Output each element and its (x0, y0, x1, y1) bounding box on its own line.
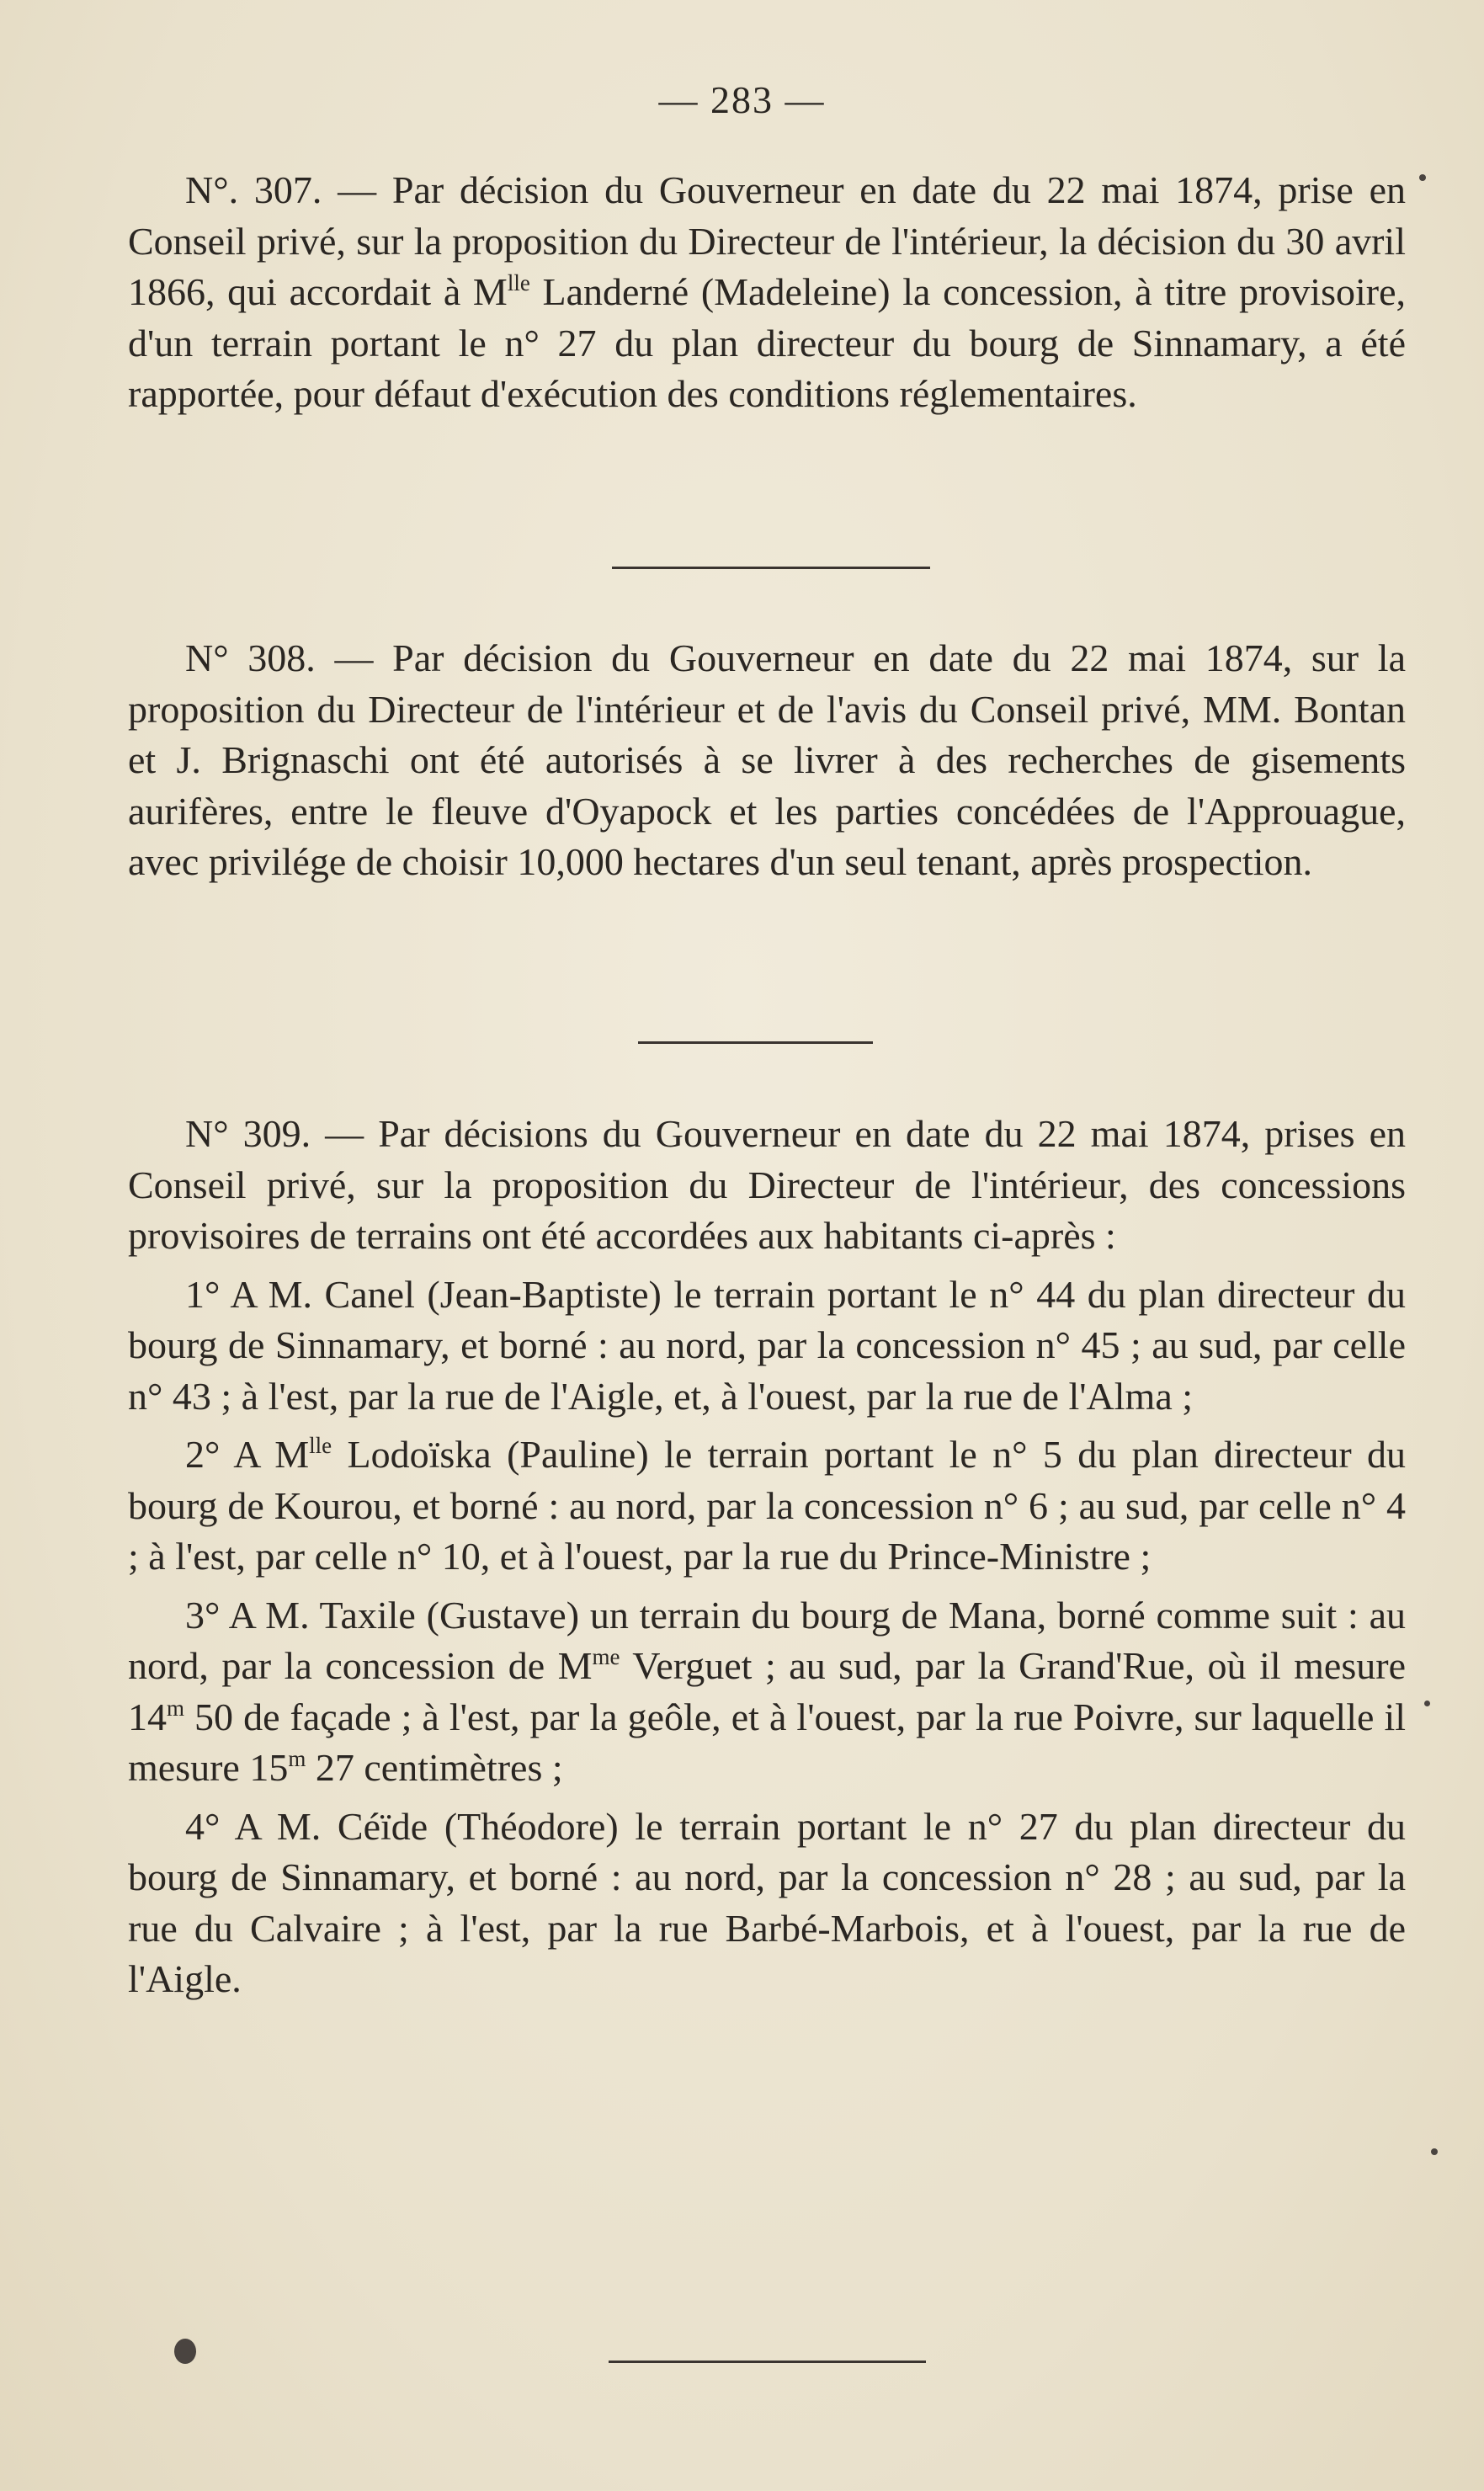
entry-308 (128, 633, 1406, 888)
superscript-abbreviation: lle (507, 270, 530, 295)
ink-speck-mark (1419, 174, 1426, 181)
entry-307 (128, 165, 1406, 420)
ink-speck-mark (1424, 1701, 1430, 1706)
ink-blot-mark (174, 2339, 196, 2364)
page-number: — 283 — (658, 78, 826, 121)
entry-309-item-4: 4° A M. Céïde (Théodore) le terrain portant le n° 27 du plan directeur du bourg de Sinnamary, et borné : au nord, par la concession n° 28 ; au sud, par la rue du Calvaire ; à l'est, par la rue Barbé-Marbois, et à l'ouest, par la rue de l'Aigle. (128, 1804, 1406, 2000)
entry-309-intro: N° 309. — Par décisions du Gouverneur en date du 22 mai 1874, prises en Conseil privé, sur la proposition du Directeur de l'intérieur, des concessions provisoires de terrains ont été accordées aux habitants ci-après : (128, 1112, 1406, 1257)
separator-rule (609, 2361, 926, 2363)
entry-308-text: N° 308. — Par décision du Gouverneur en date du 22 mai 1874, sur la proposition du Directeur de l'intérieur et de l'avis du Conseil privé, MM. Bontan et J. Brignaschi ont été autorisés à se livrer à des recherches de gisements aurifères, entre le fleuve d'Oyapock et les parties concédées de l'Approuague, avec privilége de choisir 10,000 hectares d'un seul tenant, après prospection. (128, 636, 1406, 883)
entry-309 (128, 1109, 1406, 2005)
separator-rule (612, 567, 930, 569)
superscript-abbreviation: m (288, 1746, 306, 1771)
superscript-abbreviation: me (592, 1644, 620, 1669)
entry-309-item-1: 1° A M. Canel (Jean-Baptiste) le terrain portant le n° 44 du plan directeur du bourg de Sinnamary, et borné : au nord, par la concession n° 45 ; au sud, par celle n° 43 ; à l'est, par la rue de l'Aigle, et, à l'ouest, par la rue de l'Alma ; (128, 1272, 1406, 1418)
entry-309-item-3: 3° A M. Taxile (Gustave) un terrain du bourg de Mana, borné comme suit : au nord, par la concession de $M^{me}$ Verguet ; au sud, par la Grand'Rue, où il mesure 14$^m$ 50 de façade ; à l'est, par la geôle, et à l'ouest, par la rue Poivre, sur laquelle il mesure 15$^m$ 27 centimètres ; (128, 1593, 1406, 1789)
entry-307-text: N°. 307. — Par décision du Gouverneur en date du 22 mai 1874, prise en Conseil privé, sur la proposition du Directeur de l'intérieur, la décision du 30 avril 1866, qui accordait à $M^{lle}$ Landerné (Madeleine) la concession, à titre provisoire, d'un terrain portant le n° 27 du plan directeur du bourg de Sinnamary, a été rapportée, pour défaut d'exécution des conditions réglementaires. (128, 168, 1406, 415)
superscript-abbreviation: m (167, 1695, 185, 1721)
separator-rule (638, 1041, 873, 1044)
superscript-abbreviation: lle (309, 1433, 332, 1458)
ink-speck-mark (1431, 2148, 1438, 2155)
entry-309-item-2: 2° A $M^{lle}$ Lodoïska (Pauline) le terrain portant le n° 5 du plan directeur du bourg de Kourou, et borné : au nord, par la concession n° 6 ; au sud, par celle n° 4 ; à l'est, par celle n° 10, et à l'ouest, par la rue du Prince-Ministre ; (128, 1433, 1406, 1578)
